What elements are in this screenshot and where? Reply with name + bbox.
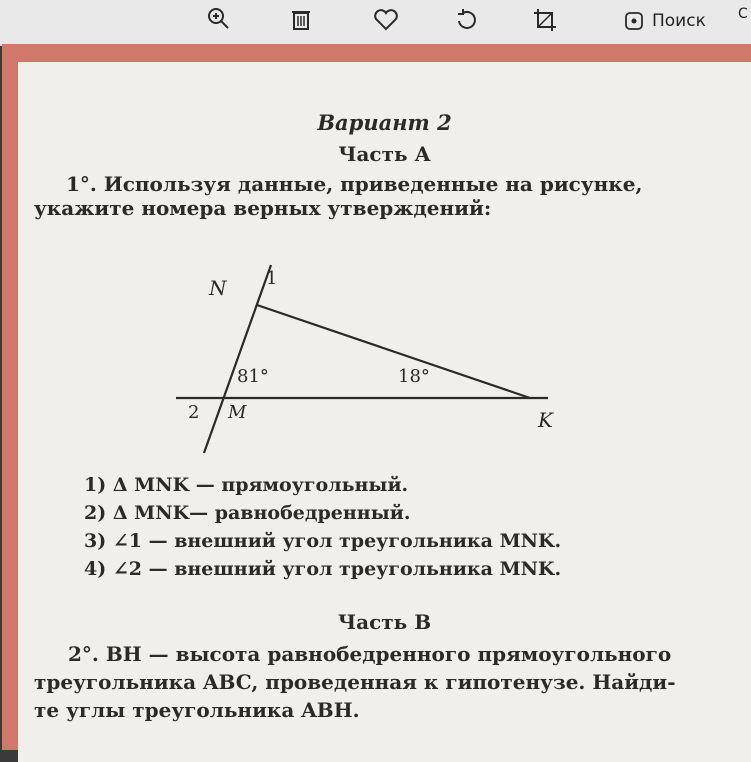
question-1-line-2: укажите номера верных утверждений: [34,196,492,220]
question-2-line-3: те углы треугольника ABH. [34,698,360,722]
crop-icon[interactable] [527,2,563,38]
vertex-n-label: N [209,276,227,300]
statement-1: 1) Δ MNK — прямоугольный. [84,474,409,496]
rotate-icon[interactable] [449,2,485,38]
question-1-line-1: 1°. Используя данные, приведенные на рисунке, [66,172,643,196]
textbook-page [18,62,751,762]
statement-3: 3) ∠1 — внешний угол треугольника MNK. [84,530,562,552]
search-label: Поиск [652,11,706,31]
vertex-k-label: K [538,408,553,432]
angle-1-label: 1 [266,268,278,289]
viewer-toolbar [0,0,751,46]
photo-background [2,44,751,750]
angle-81-label: 81° [237,366,269,387]
search-button[interactable] [616,6,714,36]
question-2-line-1: 2°. BH — высота равнобедренного прямоугольного [68,642,672,666]
favorite-heart-icon[interactable] [368,2,404,38]
part-b-heading: Часть В [337,610,432,634]
delete-icon[interactable] [283,2,319,38]
toolbar-overflow-label[interactable]: С [738,6,748,22]
line-nk [257,305,530,398]
statement-2: 2) Δ MNK— равнобедренный. [84,502,411,524]
zoom-in-icon[interactable] [198,2,238,38]
part-a-heading: Часть А [338,142,431,166]
question-2-line-2: треугольника ABC, проведенная к гипотенузе. Найди- [34,670,676,694]
angle-2-label: 2 [188,402,200,423]
variant-title: Вариант 2 [317,110,452,135]
vertex-m-label: M [228,402,247,423]
statement-4: 4) ∠2 — внешний угол треугольника MNK. [84,558,562,580]
lens-icon [624,11,644,31]
angle-18-label: 18° [398,366,430,387]
